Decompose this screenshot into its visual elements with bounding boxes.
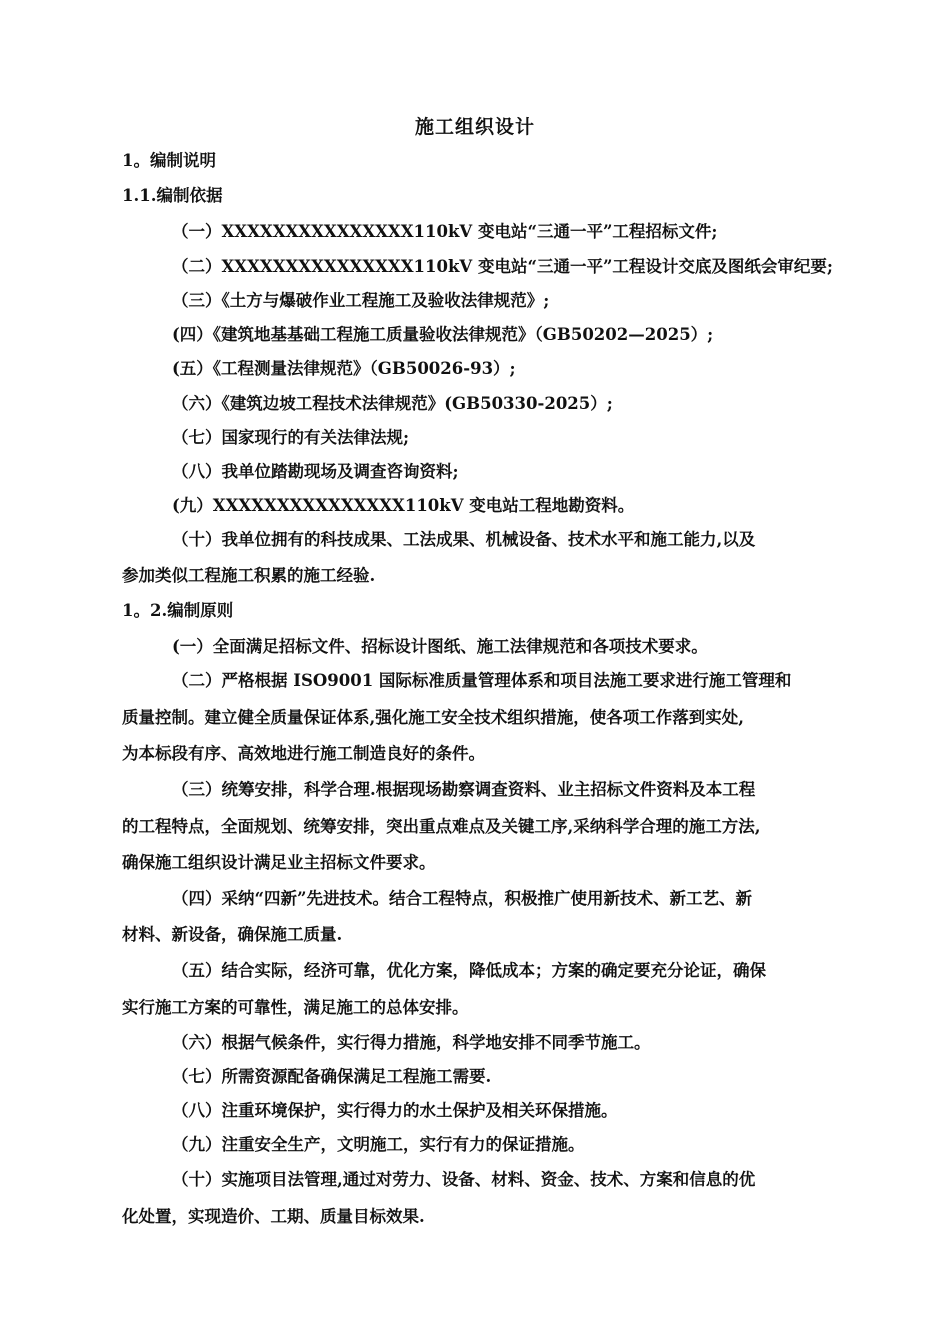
- basis-item: （十）我单位拥有的科技成果、工法成果、机械设备、技术水平和施工能力,以及: [172, 530, 756, 549]
- principle-item-continued: 的工程特点，全面规划、统筹安排，突出重点难点及关键工序,采纳科学合理的施工方法,: [122, 817, 761, 836]
- basis-item: （六）《建筑边坡工程技术法律规范》(GB50330-2025）;: [172, 394, 613, 413]
- basis-item: （三）《土方与爆破作业工程施工及验收法律规范》;: [172, 291, 550, 310]
- basis-item: （二）XXXXXXXXXXXXXXX110kV 变电站“三通一平”工程设计交底及图纸会审纪要;: [172, 257, 834, 276]
- principle-item-continued: 为本标段有序、高效地进行施工制造良好的条件。: [122, 744, 485, 763]
- section-heading-1: 1。编制说明: [122, 151, 216, 170]
- principle-item: （九）注重安全生产，文明施工，实行有力的保证措施。: [172, 1135, 585, 1154]
- basis-item: (九）XXXXXXXXXXXXXXX110kV 变电站工程地勘资料。: [172, 496, 635, 515]
- principle-item-continued: 材料、新设备，确保施工质量.: [122, 925, 343, 944]
- basis-item: (五）《工程测量法律规范》（GB50026-93）;: [172, 359, 516, 378]
- basis-item: （八）我单位踏勘现场及调查咨询资料;: [172, 462, 459, 481]
- section-heading-1-1: 1.1.编制依据: [122, 186, 223, 205]
- principle-item: （三）统筹安排，科学合理.根据现场勘察调查资料、业主招标文件资料及本工程: [172, 780, 756, 799]
- principle-item-continued: 确保施工组织设计满足业主招标文件要求。: [122, 853, 436, 872]
- basis-item-continued: 参加类似工程施工积累的施工经验.: [122, 566, 376, 585]
- page-title: 施工组织设计: [414, 116, 535, 138]
- principle-item: （十）实施项目法管理,通过对劳力、设备、材料、资金、技术、方案和信息的优: [172, 1170, 756, 1189]
- basis-item: (四）《建筑地基基础工程施工质量验收法律规范》（GB50202—2025）;: [172, 325, 714, 344]
- basis-item: （一）XXXXXXXXXXXXXXX110kV 变电站“三通一平”工程招标文件;: [172, 222, 718, 241]
- basis-item: （七）国家现行的有关法律法规;: [172, 428, 410, 447]
- principle-item: （六）根据气候条件，实行得力措施，科学地安排不同季节施工。: [172, 1033, 651, 1052]
- principle-item: （五）结合实际，经济可靠，优化方案，降低成本；方案的确定要充分论证，确保: [172, 961, 766, 980]
- principle-item: （八）注重环境保护，实行得力的水土保护及相关环保措施。: [172, 1101, 618, 1120]
- principle-item: （四）采纳“四新”先进技术。结合工程特点，积极推广使用新技术、新工艺、新: [172, 889, 752, 908]
- section-heading-1-2: 1。2.编制原则: [122, 601, 234, 620]
- principle-item: （二）严格根据 ISO9001 国际标准质量管理体系和项目法施工要求进行施工管理和: [172, 671, 792, 690]
- principle-item: (一）全面满足招标文件、招标设计图纸、施工法律规范和各项技术要求。: [172, 637, 708, 656]
- principle-item-continued: 化处置，实现造价、工期、质量目标效果.: [122, 1207, 425, 1226]
- principle-item: （七）所需资源配备确保满足工程施工需要.: [172, 1067, 492, 1086]
- principle-item-continued: 质量控制。建立健全质量保证体系,强化施工安全技术组织措施，使各项工作落到实处,: [122, 708, 744, 727]
- principle-item-continued: 实行施工方案的可靠性，满足施工的总体安排。: [122, 998, 469, 1017]
